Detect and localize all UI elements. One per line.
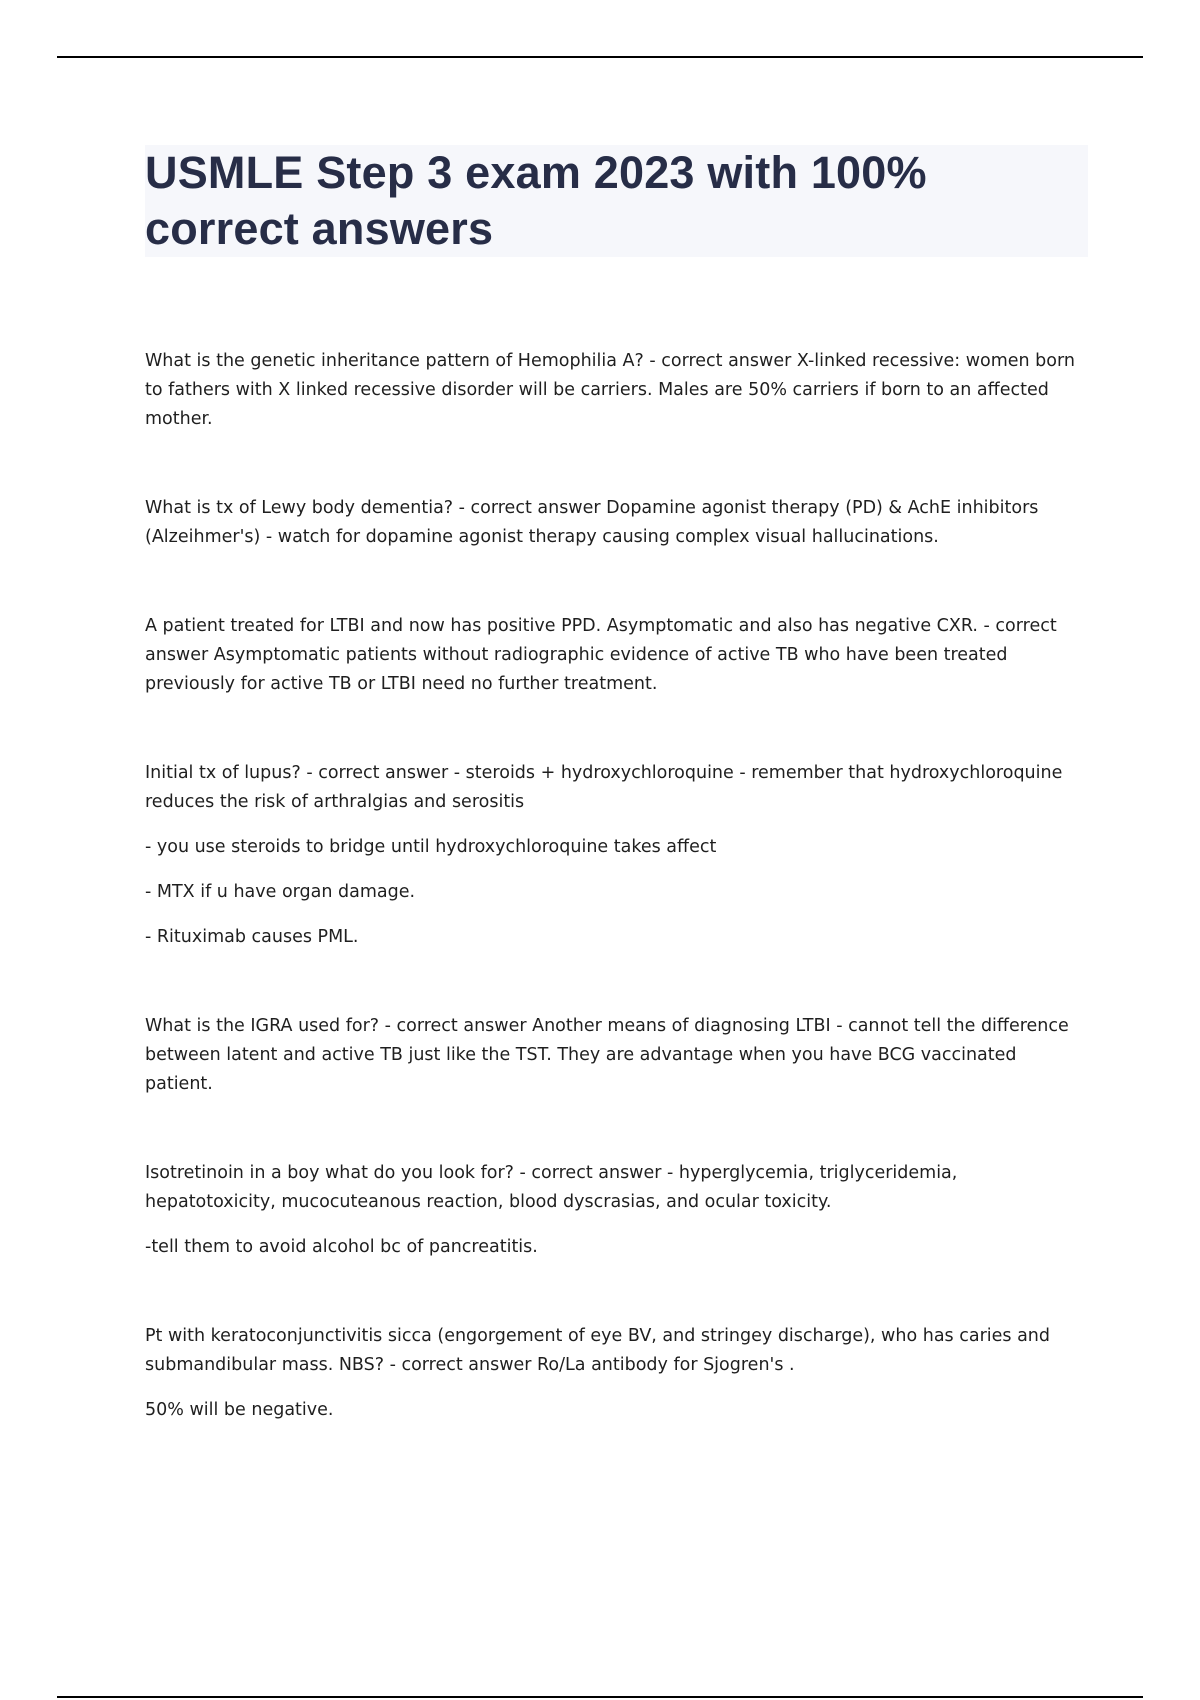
title-banner — [145, 145, 1088, 257]
qa-paragraph: A patient treated for LTBI and now has positive PPD. Asymptomatic and also has negative CXR. - correct answer Asymptomatic patients without radiographic evidence of active TB who have been treated previously for active TB or LTBI need no further treatment. — [145, 616, 1057, 694]
qa-paragraph: Pt with keratoconjunctivitis sicca (engorgement of eye BV, and stringey discharge), who has caries and submandibular mass. NBS? - correct answer Ro/La antibody for Sjogren's . — [145, 1326, 1051, 1375]
qa-paragraph: - Rituximab causes PML. — [145, 927, 359, 947]
qa-paragraph: What is the IGRA used for? - correct answer Another means of diagnosing LTBI - cannot tell the difference between latent and active TB just like the TST. They are advantage when you have BCG vaccinated patient. — [145, 1016, 1069, 1094]
bottom-divider — [57, 1696, 1143, 1698]
qa-paragraph: Isotretinoin in a boy what do you look for? - correct answer - hyperglycemia, triglyceridemia, hepatotoxicity, mucocuteanous reaction, blood dyscrasias, and ocular toxicity. — [145, 1163, 958, 1212]
qa-paragraph: What is the genetic inheritance pattern of Hemophilia A? - correct answer X-linked recessive: women born to fathers with X linked recessive disorder will be carriers. Males are 50% carriers if born to an affected mother. — [145, 351, 1075, 429]
qa-item-isotretinoin — [145, 1159, 1085, 1262]
title-line-2: correct answers — [145, 203, 494, 254]
top-divider — [57, 56, 1143, 58]
qa-paragraph: - MTX if u have organ damage. — [145, 882, 416, 902]
qa-paragraph: 50% will be negative. — [145, 1400, 334, 1420]
qa-paragraph: - you use steroids to bridge until hydroxychloroquine takes affect — [145, 837, 717, 857]
document-title — [145, 145, 1088, 257]
qa-item-lewy-body — [145, 494, 1085, 552]
qa-item-sjogren — [145, 1322, 1085, 1425]
qa-item-ltbi — [145, 612, 1085, 699]
qa-paragraph: Initial tx of lupus? - correct answer - steroids + hydroxychloroquine - remember that hydroxychloroquine reduces the risk of arthralgias and serositis — [145, 763, 1063, 812]
title-line-1: USMLE Step 3 exam 2023 with 100% — [145, 147, 927, 198]
qa-item-igra — [145, 1012, 1085, 1099]
qa-item-hemophilia — [145, 347, 1085, 434]
qa-item-lupus — [145, 759, 1085, 952]
qa-paragraph: -tell them to avoid alcohol bc of pancreatitis. — [145, 1237, 538, 1257]
qa-list — [145, 347, 1085, 1485]
qa-paragraph: What is tx of Lewy body dementia? - correct answer Dopamine agonist therapy (PD) & AchE inhibitors (Alzeihmer's) - watch for dopamine agonist therapy causing complex visual hallucinations. — [145, 498, 1039, 547]
